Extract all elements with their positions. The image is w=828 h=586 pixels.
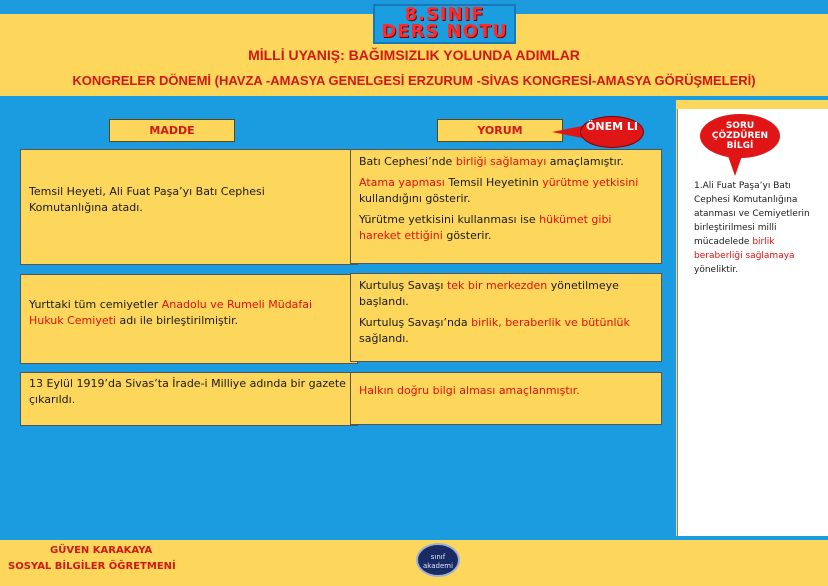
page-title: MİLLİ UYANIŞ: BAĞIMSIZLIK YOLUNDA ADIMLAR [248, 47, 580, 63]
madde-text-1: Temsil Heyeti, Ali Fuat Paşa’yı Batı Cephesi Komutanlığına atadı. [29, 185, 265, 214]
yorum-1-para-1: Batı Cephesi’nde birliği sağlamayı amaçlamıştır. [359, 155, 624, 168]
info-panel [677, 109, 828, 539]
yorum-box-2 [350, 273, 662, 362]
onemli-badge: ÖNEM LI [580, 116, 644, 148]
yorum-2-para-2: Kurtuluş Savaşı’nda birlik, beraberlik ve bütünlük sağlandı. [359, 316, 630, 345]
logo-line-1: 8.SINIF [404, 4, 485, 25]
onemli-badge-tail [552, 126, 582, 138]
yorum-1-para-3: Yürütme yetkisini kullanması ise hükümet gibi hareket ettiğini gösterir. [359, 213, 612, 242]
madde-text-2: Yurttaki tüm cemiyetler Anadolu ve Rumeli Müdafai Hukuk Cemiyeti adı ile birleştirilmiştir. [29, 298, 313, 327]
madde-box-3 [20, 372, 358, 426]
yorum-2-para-1: Kurtuluş Savaşı tek bir merkezden yönetilmeye başlandı. [359, 279, 619, 308]
soru-badge-tail [728, 156, 742, 176]
teacher-name: GÜVEN KARAKAYA [50, 545, 153, 556]
yorum-box-1 [350, 149, 662, 264]
column-header-yorum: YORUM [437, 119, 563, 142]
yorum-box-3 [350, 372, 662, 425]
column-header-madde: MADDE [109, 119, 235, 142]
yorum-1-para-2: Atama yapması Temsil Heyetinin yürütme yetkisini kullandığını gösterir. [359, 176, 639, 205]
teacher-role: SOSYAL BİLGİLER ÖĞRETMENİ [8, 561, 176, 572]
page-subtitle: KONGRELER DÖNEMİ (HAVZA -AMASYA GENELGESİ ERZURUM -SİVAS KONGRESİ-AMASYA GÖRÜŞMELERİ) [72, 73, 756, 88]
madde-text-3: 13 Eylül 1919’da Sivas’ta İrade-i Milliye adında bir gazete çıkarıldı. [29, 377, 346, 406]
soru-cozduren-text: 1.Ali Fuat Paşa’yı Batı Cephesi Komutanlığına atanması ve Cemiyetlerin birleştirilmesi milli mücadelede birlik beraberliği sağlamaya yöneliktir. [694, 181, 810, 275]
ders-notu-logo [373, 4, 516, 44]
sinif-akademi-logo: sınıf akademi [416, 543, 460, 577]
yorum-3-text: Halkın doğru bilgi alması amaçlanmıştır. [359, 384, 580, 397]
soru-cozduren-badge: SORU ÇÖZDÜREN BİLGİ [700, 114, 780, 158]
logo-line-2: DERS NOTU [381, 21, 508, 42]
madde-box-2 [20, 274, 358, 364]
madde-box-1 [20, 149, 358, 265]
